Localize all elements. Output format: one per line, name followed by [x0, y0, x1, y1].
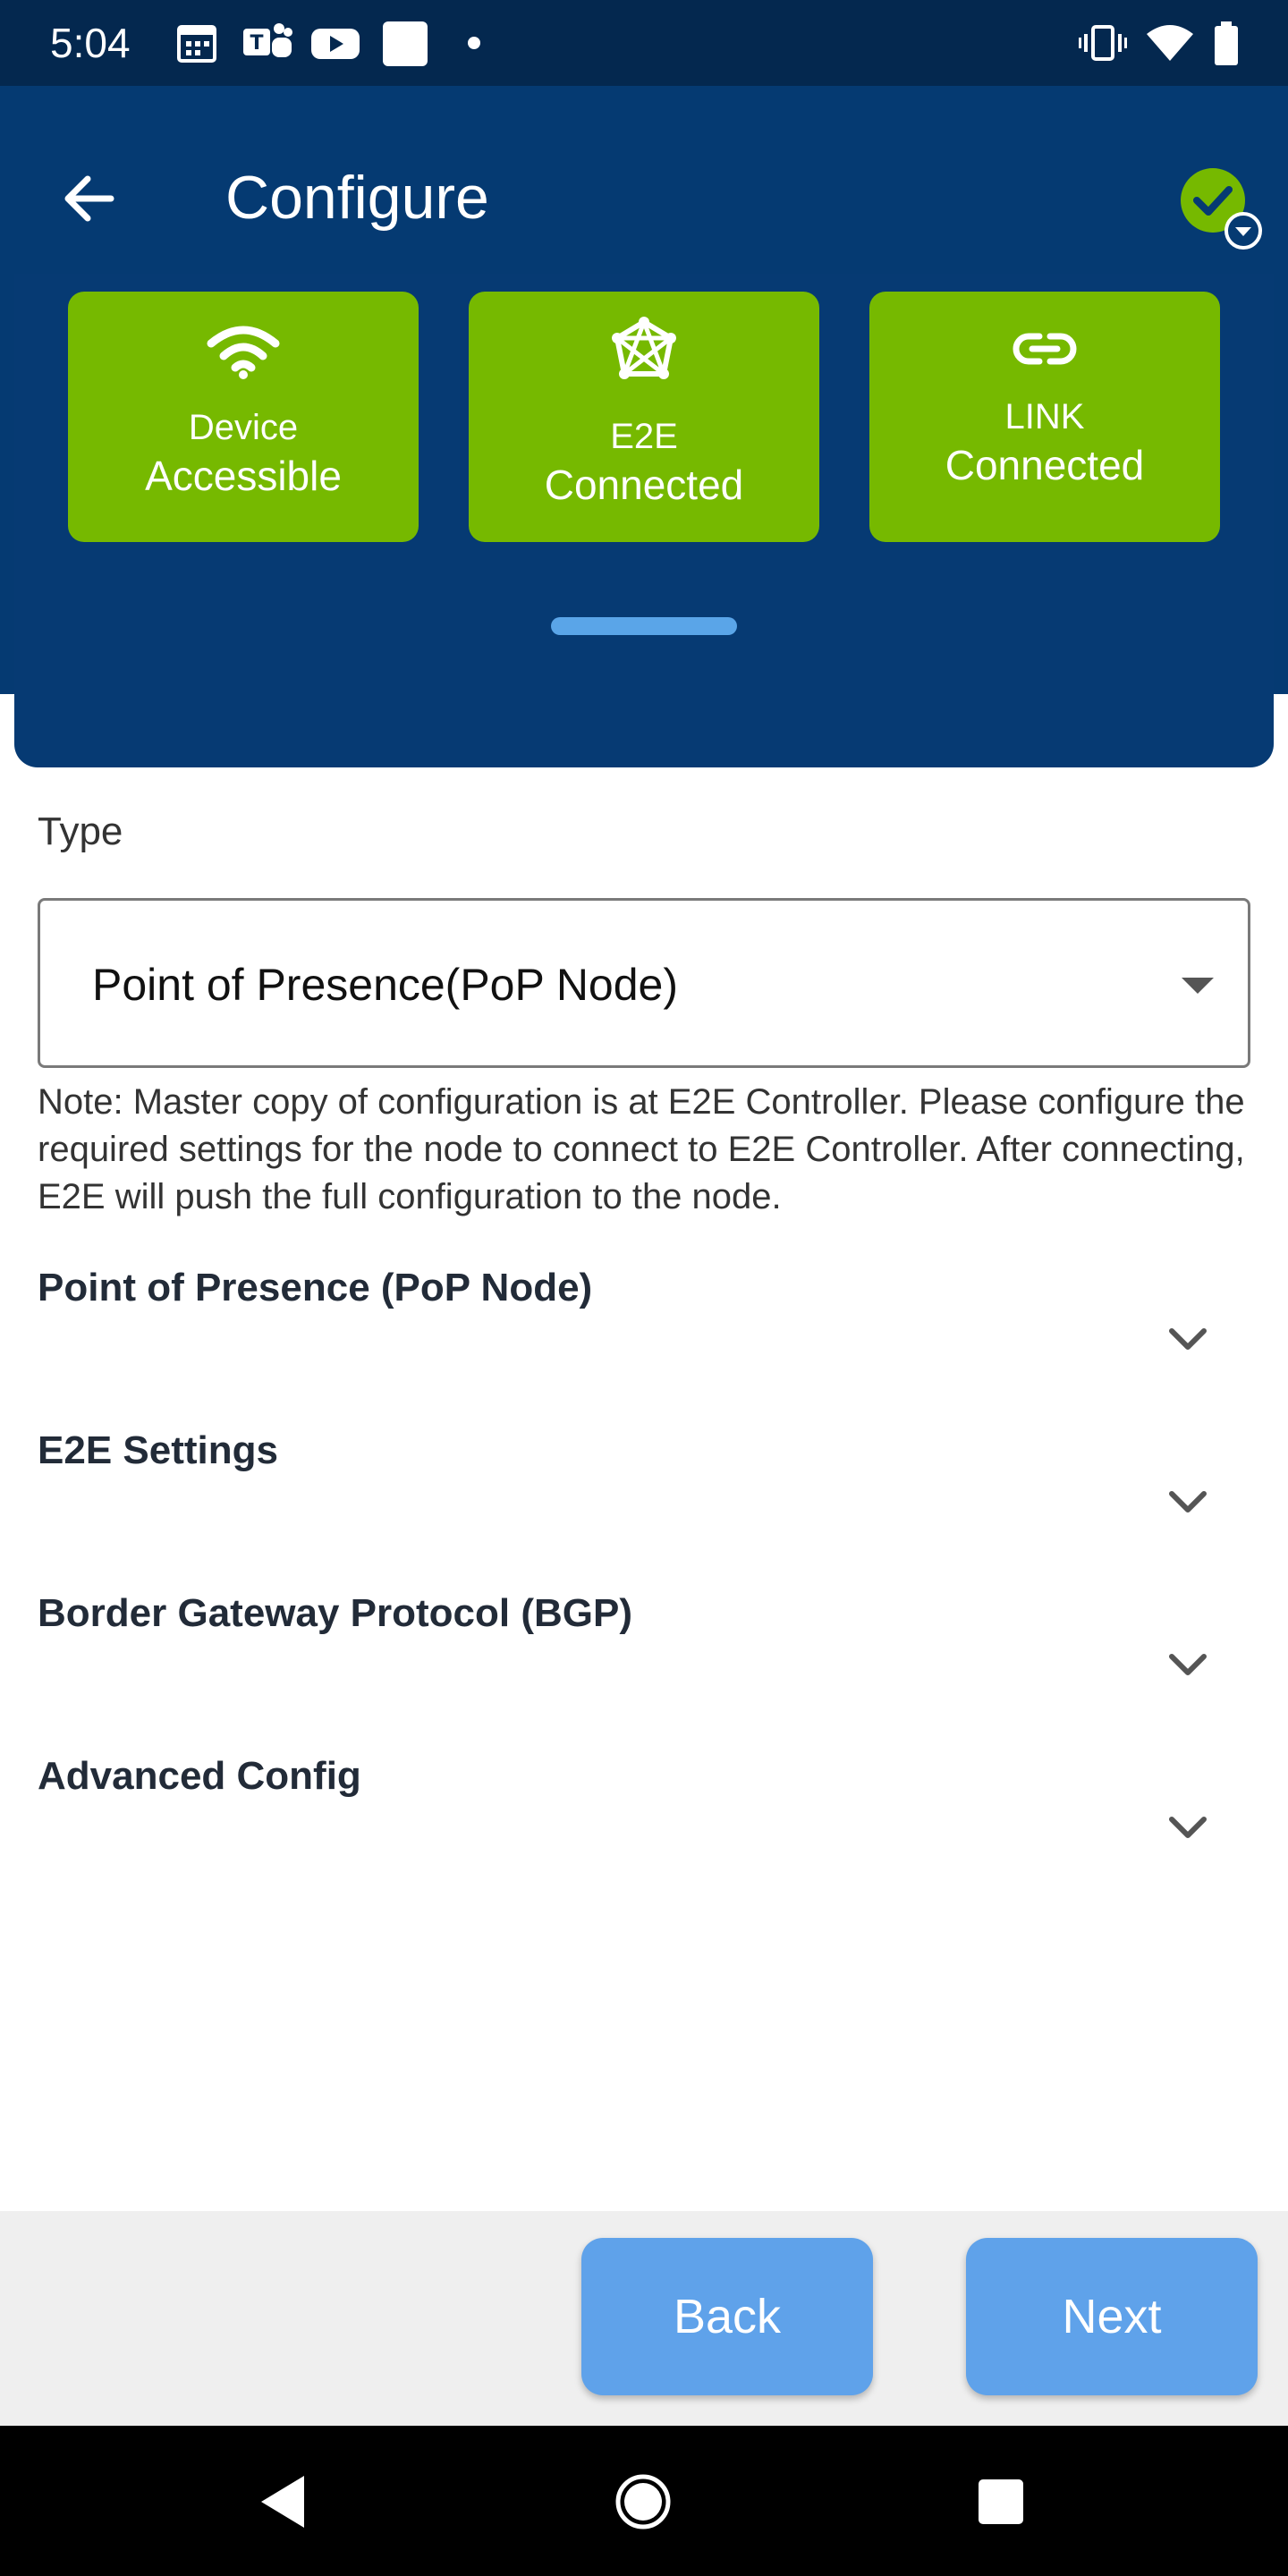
- status-bar: [0, 0, 1288, 86]
- section-title: Border Gateway Protocol (BGP): [38, 1591, 633, 1635]
- system-nav-bar: [0, 2426, 1288, 2576]
- back-button[interactable]: Back: [581, 2238, 873, 2395]
- configuration-note: Note: Master copy of configuration is at E2E Controller. Please configure the required settings for the node to connect to E2E Controller. After connecting, E2E will push the full configuration to the node.: [38, 1082, 1245, 1216]
- chevron-down-icon[interactable]: [1163, 1478, 1213, 1528]
- e2e-status-card: [469, 292, 819, 542]
- card-label: E2E: [610, 417, 678, 456]
- dropdown-caret-icon: [1182, 978, 1214, 994]
- card-value: Connected: [544, 462, 744, 508]
- chevron-down-icon[interactable]: [1163, 1803, 1213, 1853]
- back-arrow-icon[interactable]: [57, 166, 122, 231]
- status-time: 5:04: [50, 20, 131, 66]
- chevron-down-icon[interactable]: [1163, 1640, 1213, 1690]
- check-circle-dropdown-icon[interactable]: [1177, 165, 1263, 250]
- svg-text:T: T: [250, 32, 264, 55]
- device-status-card: [68, 292, 419, 542]
- link-status-card: [869, 292, 1220, 542]
- section-advanced-config[interactable]: [0, 1750, 1288, 1912]
- notification-dot-icon: [465, 21, 483, 66]
- drag-handle[interactable]: [551, 617, 737, 635]
- card-label: Device: [188, 408, 299, 447]
- section-title: Point of Presence (PoP Node): [38, 1266, 593, 1309]
- section-bgp[interactable]: [0, 1587, 1288, 1750]
- next-button[interactable]: Next: [966, 2238, 1258, 2395]
- type-select[interactable]: [38, 898, 1250, 1068]
- type-select-value: Point of Presence(PoP Node): [92, 960, 679, 1010]
- wifi-icon: [1145, 21, 1195, 66]
- link-icon: [1011, 329, 1079, 369]
- app-square-icon: [381, 21, 429, 66]
- battery-icon: [1213, 21, 1240, 66]
- chevron-down-icon[interactable]: [1163, 1315, 1213, 1365]
- card-value: Connected: [945, 442, 1145, 488]
- section-title: Advanced Config: [38, 1754, 361, 1798]
- section-pop-node[interactable]: [0, 1261, 1288, 1424]
- type-label: Type: [38, 809, 123, 853]
- network-node-icon: [610, 317, 678, 385]
- section-title: E2E Settings: [38, 1428, 278, 1472]
- card-label: LINK: [1004, 397, 1085, 436]
- footer-bar: [0, 2211, 1288, 2426]
- teams-icon: [242, 21, 293, 66]
- nav-recents-icon[interactable]: [970, 2470, 1032, 2533]
- section-e2e-settings[interactable]: [0, 1424, 1288, 1587]
- card-value: Accessible: [145, 453, 342, 499]
- youtube-icon: [309, 21, 361, 66]
- app-header: [0, 86, 1288, 694]
- calendar-icon: [175, 21, 218, 66]
- wifi-icon: [206, 324, 281, 379]
- page-title: Configure: [225, 164, 489, 232]
- vibrate-icon: [1079, 21, 1127, 66]
- nav-home-icon[interactable]: [612, 2470, 674, 2533]
- nav-back-icon[interactable]: [254, 2470, 317, 2533]
